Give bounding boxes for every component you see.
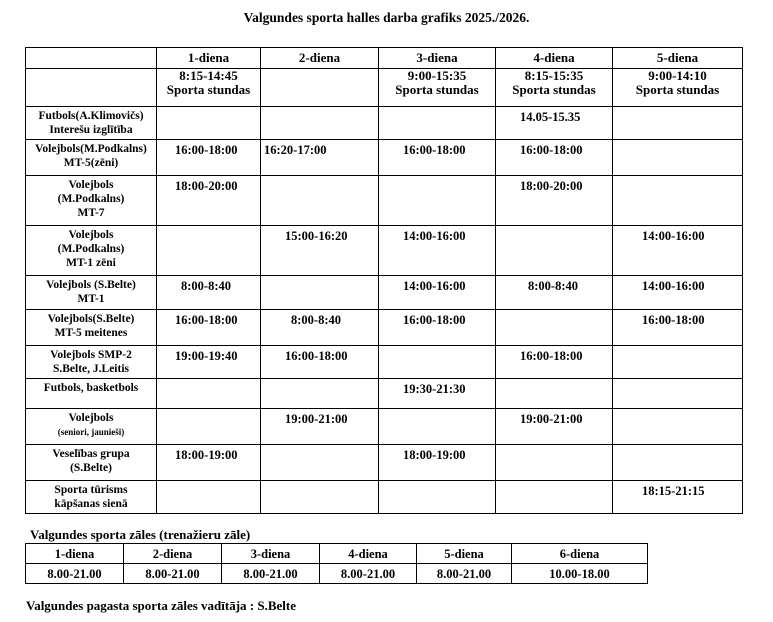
time-cell: 19:00-21:00 [261,409,379,445]
corner-cell [26,69,157,107]
time-cell [613,379,743,409]
time-cell [379,481,496,514]
schedule-row [26,310,743,346]
time-cell [496,310,613,346]
time-cell [379,107,496,140]
activity-line: MT-7 [77,207,105,219]
activity-line: (seniori, jaunieši) [57,427,125,437]
day-header-row [26,48,743,69]
activity-label [26,107,157,140]
school-hours-cell [157,69,261,107]
time-cell: 8:00-8:40 [261,310,379,346]
time-cell: 15:00-16:20 [261,226,379,276]
schedule-row [26,226,743,276]
time-cell: 14:00-16:00 [379,226,496,276]
school-hours-cell [261,69,379,107]
schedule-row [26,140,743,176]
time-cell [261,445,379,481]
activity-label [26,276,157,310]
day-header: 2-diena [261,48,379,69]
corner-cell [26,48,157,69]
activity-line: Volejbols(M.Podkalns) [35,143,147,155]
time-cell: 8:00-8:40 [496,276,613,310]
gym-day-header: 2-diena [124,544,222,564]
activity-label [26,310,157,346]
time-cell: 16:00-18:00 [261,346,379,379]
activity-label [26,176,157,226]
activity-line: Volejbols(S.Belte) [47,313,135,325]
activity-label [26,445,157,481]
school-hours-time: 9:00-14:10 [648,68,707,83]
activity-line: Sporta tūrisms [54,484,128,496]
activity-line: Volejbols SMP-2 [50,349,132,361]
activity-line: kāpšanas sienā [54,498,128,510]
time-cell: 19:00-21:00 [496,409,613,445]
gym-hours-row [26,564,648,584]
time-cell [613,409,743,445]
day-header: 3-diena [379,48,496,69]
time-cell: 18:00-20:00 [157,176,261,226]
time-cell [613,346,743,379]
activity-line: Volejbols [68,412,114,424]
time-cell: 16:00-18:00 [496,346,613,379]
time-cell [157,107,261,140]
time-cell: 14.05-15.35 [496,107,613,140]
activity-line: MT-1 zēni [66,257,116,269]
school-hours-time: 9:00-15:35 [407,68,467,83]
day-header: 5-diena [613,48,743,69]
time-cell [613,176,743,226]
schedule-row [26,481,743,514]
schedule-row [26,346,743,379]
activity-line: Volejbols [68,179,114,191]
gym-hours-cell: 10.00-18.00 [512,564,648,584]
gym-day-header: 5-diena [417,544,512,564]
activity-label [26,226,157,276]
time-cell [496,445,613,481]
time-cell: 19:30-21:30 [379,379,496,409]
activity-line: MT-5(zēni) [63,157,119,169]
time-cell [613,445,743,481]
schedule-row [26,445,743,481]
schedule-row [26,107,743,140]
time-cell [379,176,496,226]
activity-line: MT-5 meitenes [54,327,128,339]
school-hours-time: 8:15-14:45 [179,68,238,83]
gym-hours-cell: 8.00-21.00 [222,564,320,584]
time-cell: 18:00-20:00 [496,176,613,226]
time-cell [261,107,379,140]
activity-label [26,481,157,514]
time-cell: 14:00-16:00 [613,226,743,276]
schedule-row [26,379,743,409]
gym-day-row [26,544,648,564]
activity-line: (S.Belte) [70,462,112,474]
time-cell: 16:00-18:00 [379,310,496,346]
activity-label [26,379,157,409]
activity-line: Veselības grupa [52,448,130,460]
time-cell [261,379,379,409]
schedule-row [26,409,743,445]
school-hours-label: Sporta stundas [166,82,251,97]
time-cell: 8:00-8:40 [157,276,261,310]
schedule-table [25,47,743,514]
time-cell: 19:00-19:40 [157,346,261,379]
time-cell [613,107,743,140]
time-cell [261,481,379,514]
time-cell: 16:00-18:00 [157,310,261,346]
activity-line: Volejbols [68,229,114,241]
time-cell: 16:00-18:00 [613,310,743,346]
time-cell [496,481,613,514]
time-cell [496,379,613,409]
time-cell [261,276,379,310]
time-cell [157,409,261,445]
time-cell [157,226,261,276]
time-cell [613,140,743,176]
gym-hours-cell: 8.00-21.00 [124,564,222,584]
activity-line: Futbols, basketbols [43,382,139,394]
time-cell: 16:00-18:00 [157,140,261,176]
time-cell [496,226,613,276]
time-cell: 14:00-16:00 [379,276,496,310]
schedule-row [26,276,743,310]
schedule-row [26,176,743,226]
school-hours-label: Sporta stundas [512,82,596,97]
school-hours-label: Sporta stundas [395,82,479,97]
gym-hours-table [25,543,648,584]
time-cell: 14:00-16:00 [613,276,743,310]
school-hours-cell [379,69,496,107]
gym-day-header: 4-diena [320,544,417,564]
time-cell: 16:00-18:00 [379,140,496,176]
gym-hours-cell: 8.00-21.00 [26,564,124,584]
activity-line: (M.Podkalns) [57,193,125,205]
activity-line: MT-1 [77,293,105,305]
time-cell [379,409,496,445]
school-hours-label: Sporta stundas [635,82,720,97]
day-header: 4-diena [496,48,613,69]
activity-label [26,140,157,176]
time-cell [157,481,261,514]
time-cell [261,176,379,226]
school-hours-time: 8:15-15:35 [524,68,584,83]
activity-line: (M.Podkalns) [57,243,125,255]
time-cell: 16:00-18:00 [496,140,613,176]
schedule-title: Valgundes sporta halles darba grafiks 2025./2026. [243,10,530,25]
activity-line: S.Belte, J.Leitis [52,363,130,375]
activity-line: Volejbols (S.Belte) [46,279,136,291]
time-cell: 18:00-19:00 [157,445,261,481]
school-hours-cell [613,69,743,107]
gym-hours-cell: 8.00-21.00 [417,564,512,584]
gym-day-header: 6-diena [512,544,648,564]
gym-day-header: 3-diena [222,544,320,564]
time-cell: 16:20-17:00 [261,140,379,176]
time-cell [379,346,496,379]
school-hours-row [26,69,743,107]
gym-hours-cell: 8.00-21.00 [320,564,417,584]
time-cell [157,379,261,409]
activity-line: Interešu izglītība [49,124,133,136]
activity-label [26,409,157,445]
hall-manager-note: Valgundes pagasta sporta zāles vadītāja : S.Belte [26,598,297,613]
activity-label [26,346,157,379]
gym-day-header: 1-diena [26,544,124,564]
activity-line: Futbols(A.Klimovičs) [38,110,144,122]
school-hours-cell [496,69,613,107]
time-cell: 18:00-19:00 [379,445,496,481]
time-cell: 18:15-21:15 [613,481,743,514]
day-header: 1-diena [157,48,261,69]
gym-title: Valgundes sporta zāles (trenažieru zāle) [30,527,251,542]
